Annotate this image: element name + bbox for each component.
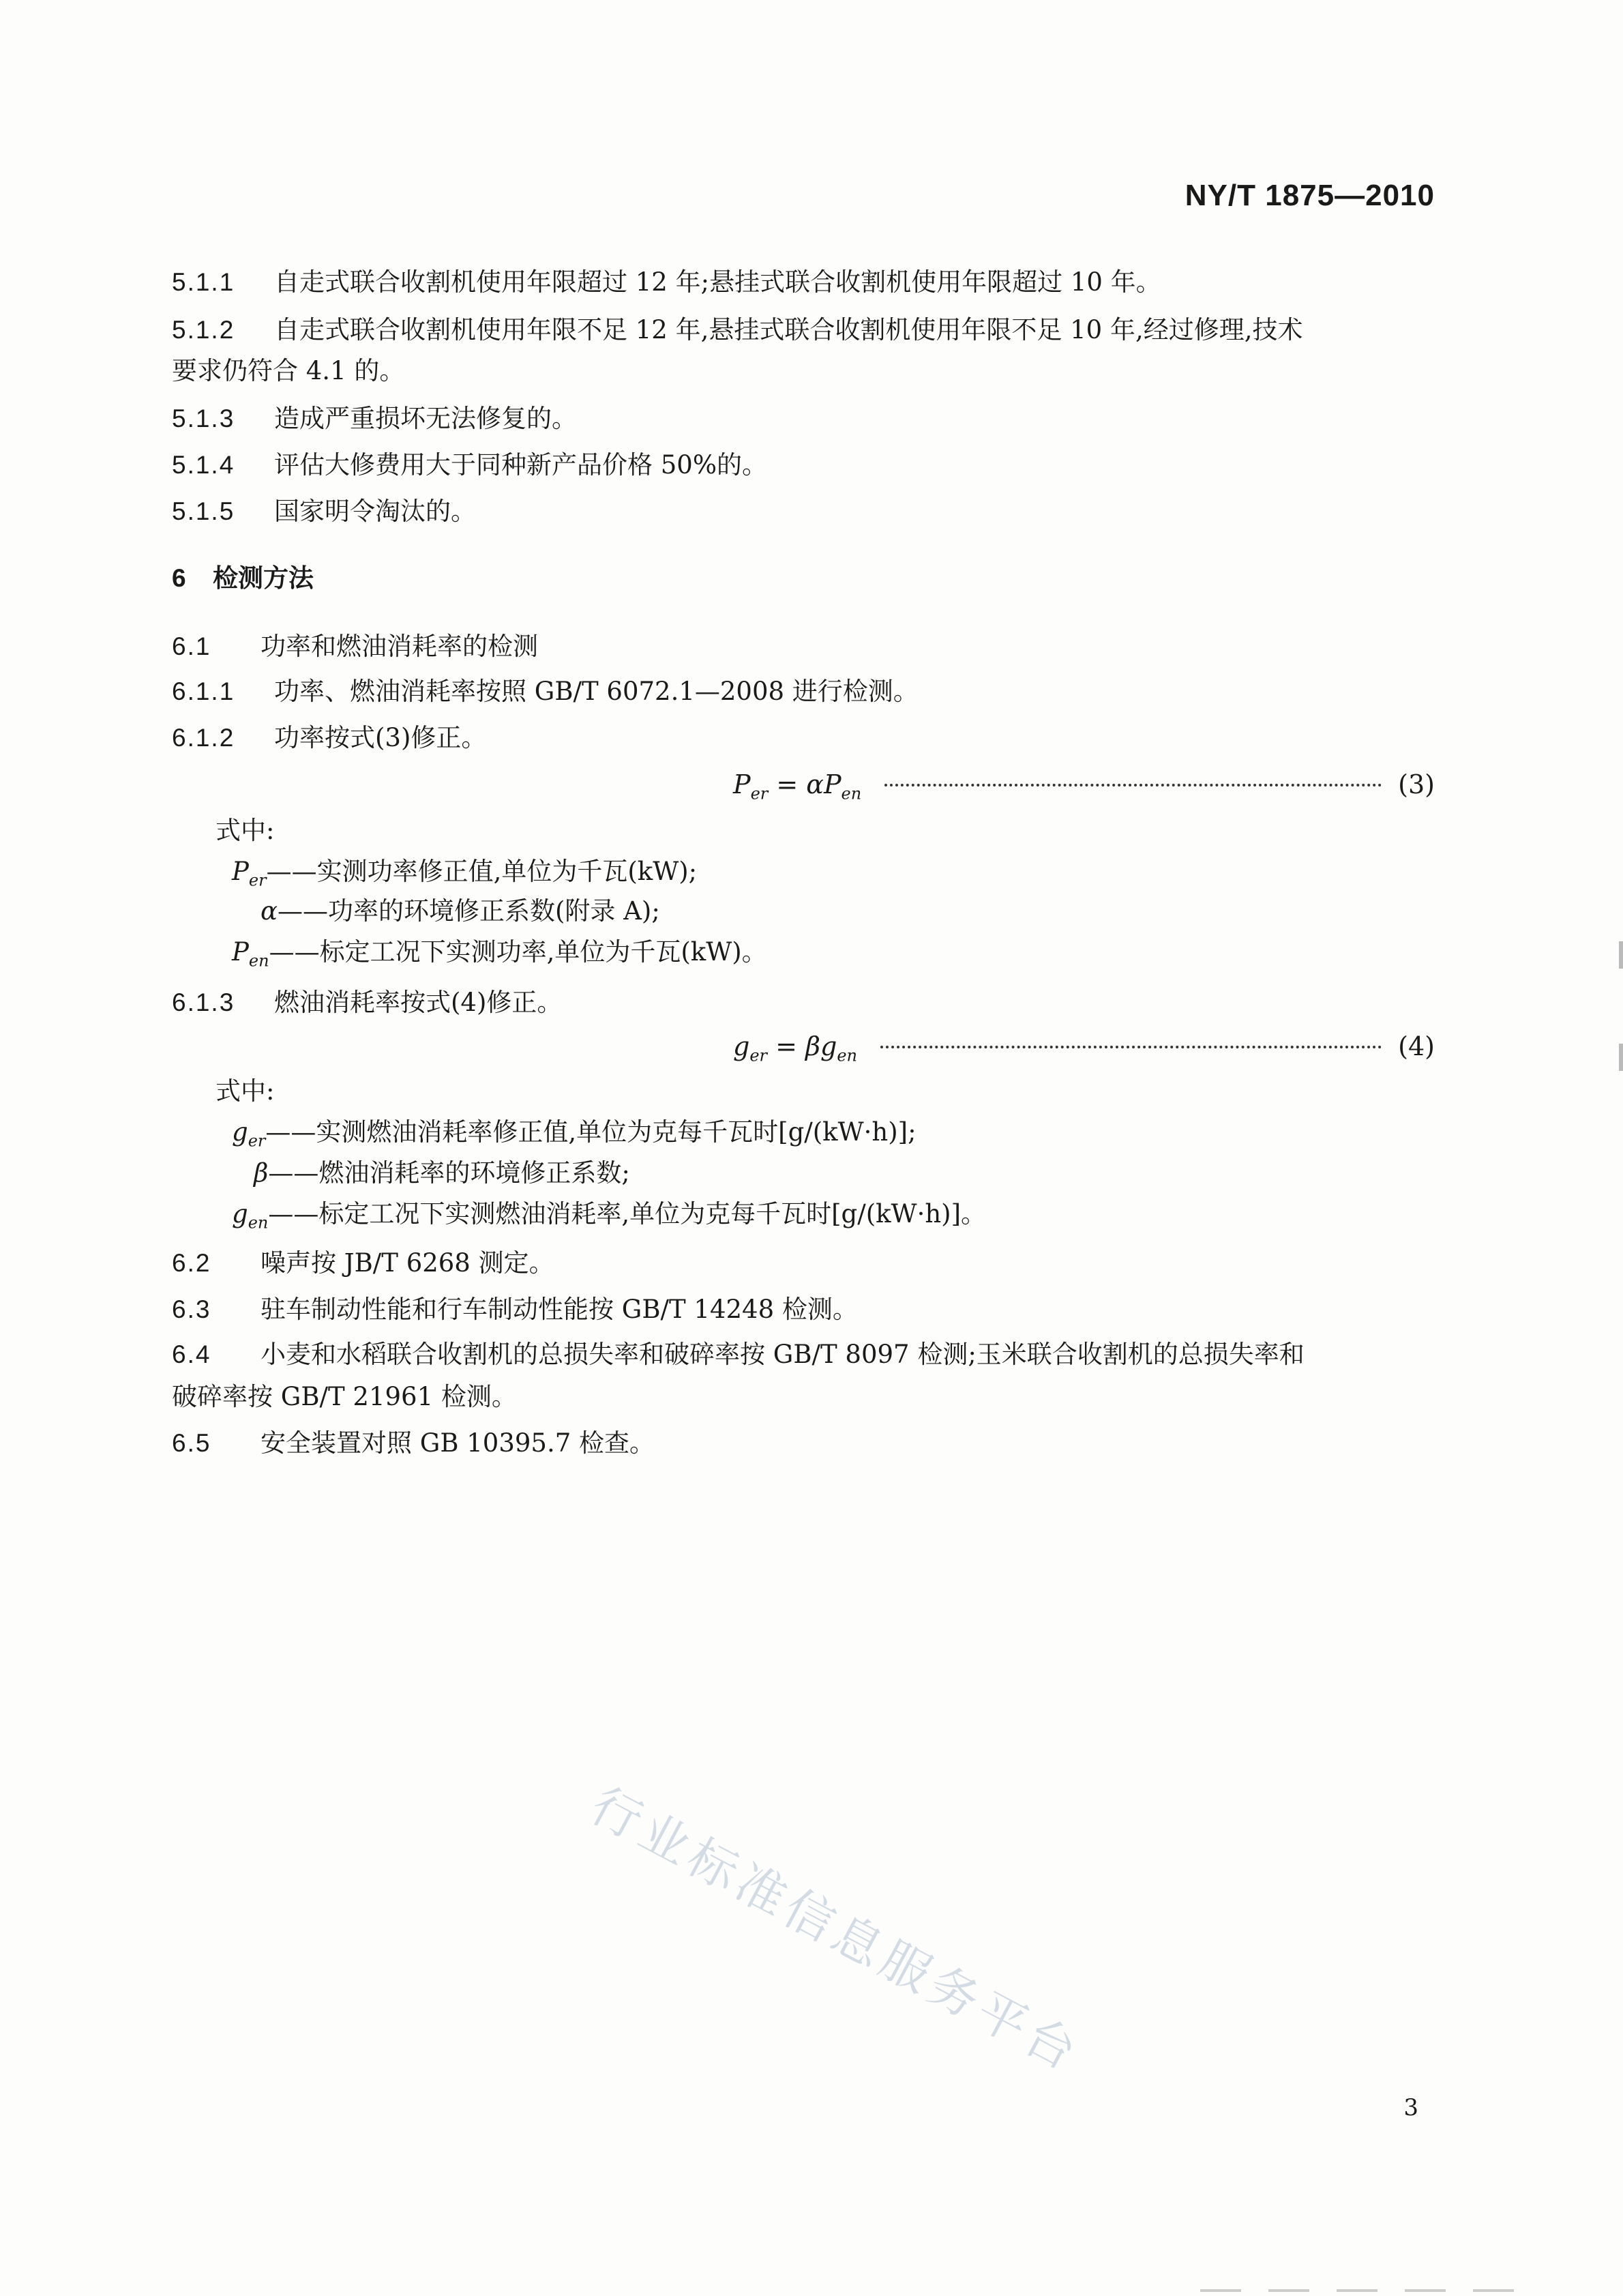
clause-number: 5.1.3	[172, 404, 235, 432]
clause-text: 自走式联合收割机使用年限超过 12 年;悬挂式联合收割机使用年限超过 10 年。	[274, 267, 1161, 297]
clause-5-1-2	[172, 312, 1435, 348]
clause-6-1	[172, 629, 1435, 664]
clause-6-1-1	[172, 674, 1435, 709]
clause-6-4-continuation: 破碎率按 GB/T 21961 检测。	[172, 1382, 517, 1411]
clause-text: 功率、燃油消耗率按照 GB/T 6072.1—2008 进行检测。	[274, 677, 919, 706]
clause-text: 安全装置对照 GB 10395.7 检查。	[260, 1428, 655, 1458]
clause-number: 6.1.1	[172, 677, 235, 705]
clause-number: 6.1	[172, 632, 211, 660]
variable-definition: $P_{en}——$标定工况下实测功率,单位为千瓦(kW)。	[232, 937, 767, 971]
clause-number: 5.1.2	[172, 316, 235, 344]
where-label: 式中:	[215, 816, 275, 845]
clause-number: 6.4	[172, 1340, 211, 1368]
clause-number: 6.2	[172, 1249, 211, 1277]
equation-number: (3)	[1398, 769, 1435, 799]
variable-definition: $P_{er}——$实测功率修正值,单位为千瓦(kW);	[232, 857, 698, 890]
formula-3	[733, 767, 1435, 812]
clause-6-2	[172, 1246, 1435, 1281]
clause-number: 6.5	[172, 1429, 211, 1457]
formula-expression: $g_{er} = \beta g_{en}$	[733, 1031, 857, 1065]
dot-leader	[880, 1039, 1382, 1048]
clause-6-5	[172, 1426, 1435, 1461]
section-title: 检测方法	[213, 564, 314, 592]
clause-number: 5.1.1	[172, 268, 235, 296]
section-heading-6	[172, 561, 1435, 596]
clause-text: 小麦和水稻联合收割机的总损失率和破碎率按 GB/T 8097 检测;玉米联合收割机的总损失率和	[260, 1340, 1305, 1369]
equation-number: (4)	[1398, 1031, 1435, 1061]
clause-5-1-2-continuation: 要求仍符合 4.1 的。	[172, 356, 405, 385]
clause-text: 燃油消耗率按式(4)修正。	[274, 988, 563, 1017]
clause-number: 6.1.3	[172, 988, 235, 1016]
scan-bottom-marks	[1200, 2289, 1514, 2292]
clause-text: 驻车制动性能和行车制动性能按 GB/T 14248 检测。	[260, 1295, 858, 1324]
clause-text: 功率和燃油消耗率的检测	[260, 632, 538, 661]
section-number: 6	[172, 564, 188, 592]
formula-expression: $P_{er} = \alpha P_{en}$	[733, 769, 862, 804]
clause-text: 评估大修费用大于同种新产品价格 50%的。	[274, 450, 767, 480]
clause-6-1-3	[172, 985, 1435, 1020]
clause-6-3	[172, 1292, 1435, 1327]
page-number: 3	[1403, 2094, 1418, 2121]
variable-definition: $g_{en}——$标定工况下实测燃油消耗率,单位为克每千瓦时[g/(kW·h)]。	[232, 1199, 987, 1233]
clause-text: 功率按式(3)修正。	[274, 723, 487, 752]
clause-6-1-2	[172, 720, 1435, 756]
clause-text: 自走式联合收割机使用年限不足 12 年,悬挂式联合收割机使用年限不足 10 年,经过修理,技术	[274, 315, 1303, 344]
clause-5-1-4	[172, 447, 1435, 483]
clause-number: 5.1.4	[172, 451, 235, 479]
clause-number: 5.1.5	[172, 497, 235, 525]
clause-text: 造成严重损坏无法修复的。	[274, 404, 577, 433]
formula-4	[733, 1029, 1435, 1074]
clause-text: 噪声按 JB/T 6268 测定。	[260, 1248, 554, 1278]
clause-5-1-3	[172, 401, 1435, 437]
clause-6-4	[172, 1337, 1435, 1372]
dot-leader	[884, 777, 1382, 786]
clause-5-1-1	[172, 265, 1435, 300]
scan-edge-mark	[1619, 941, 1623, 969]
variable-definition: β——燃油消耗率的环境修正系数;	[254, 1158, 630, 1188]
scan-edge-mark	[1619, 1044, 1623, 1071]
clause-number: 6.3	[172, 1295, 211, 1323]
watermark: 行业标准信息服务平台	[582, 1776, 1090, 2083]
variable-definition: α——功率的环境修正系数(附录 A);	[260, 896, 660, 926]
clause-text: 国家明令淘汰的。	[274, 497, 476, 526]
variable-definition: $g_{er}——$实测燃油消耗率修正值,单位为克每千瓦时[g/(kW·h)];	[232, 1117, 917, 1151]
clause-number: 6.1.2	[172, 724, 235, 752]
clause-5-1-5	[172, 494, 1435, 529]
standard-code: NY/T 1875—2010	[1185, 179, 1435, 212]
where-label: 式中:	[215, 1076, 275, 1106]
